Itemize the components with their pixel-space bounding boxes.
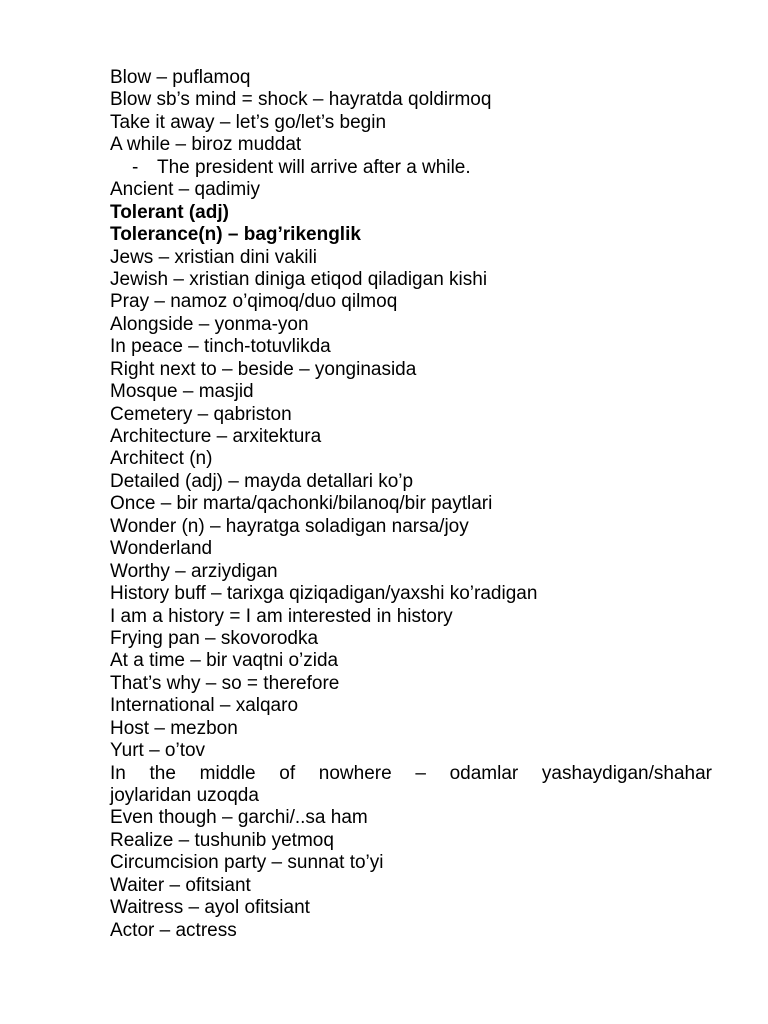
vocab-entry: Cemetery – qabriston xyxy=(110,403,292,425)
vocab-entry: Architecture – arxitektura xyxy=(110,426,322,447)
vocab-entry: Waiter – ofitsiant xyxy=(110,874,251,896)
vocab-entry: Jews – xristian dini vakili xyxy=(110,246,317,268)
vocab-entry-continuation: joylaridan uzoqda xyxy=(110,785,259,806)
example-sentence xyxy=(110,157,712,179)
vocab-entry: In peace – tinch-totuvlikda xyxy=(110,336,331,358)
vocab-entry: Blow – puflamoq xyxy=(110,67,251,88)
vocab-entry: Host – mezbon xyxy=(110,717,238,739)
vocab-entry: Right next to – beside – yonginasida xyxy=(110,358,417,380)
vocab-entry: Alongside – yonma-yon xyxy=(110,313,309,335)
vocab-entry: Detailed (adj) – mayda detallari ko’p xyxy=(110,470,414,492)
vocab-entry: Wonderland xyxy=(110,538,213,560)
vocab-entry: Even though – garchi/..sa ham xyxy=(110,807,368,829)
vocab-entry-bold: Tolerance(n) – bag’rikenglik xyxy=(110,224,361,246)
vocab-entry: Blow sb’s mind = shock – hayratda qoldirmoq xyxy=(110,89,492,111)
vocab-entry: International – xalqaro xyxy=(110,695,299,717)
vocab-entry: At a time – bir vaqtni o’zida xyxy=(110,650,339,672)
example-text: The president will arrive after a while. xyxy=(157,156,471,178)
vocab-entry: Yurt – o’tov xyxy=(110,740,206,762)
vocab-entry: Take it away – let’s go/let’s begin xyxy=(110,111,387,133)
vocab-entry: Architect (n) xyxy=(110,448,213,470)
vocab-entry: Mosque – masjid xyxy=(110,381,254,403)
vocab-entry: Actor – actress xyxy=(110,919,237,941)
vocab-entry: A while – biroz muddat xyxy=(110,134,302,156)
vocab-entry: History buff – tarixga qiziqadigan/yaxshi ko’radigan xyxy=(110,583,538,605)
vocab-entry: Worthy – arziydigan xyxy=(110,560,278,582)
document-page xyxy=(110,67,712,942)
vocab-entry: Frying pan – skovorodka xyxy=(110,627,319,649)
vocab-entry: Realize – tushunib yetmoq xyxy=(110,829,334,851)
bullet-dash: - xyxy=(132,156,139,178)
vocab-entry: Once – bir marta/qachonki/bilanoq/bir paytlari xyxy=(110,493,493,515)
vocab-entry: That’s why – so = therefore xyxy=(110,672,340,694)
vocab-entry: Pray – namoz o’qimoq/duo qilmoq xyxy=(110,291,398,313)
vocab-entry: Circumcision party – sunnat to’yi xyxy=(110,852,384,874)
vocab-entry: Ancient – qadimiy xyxy=(110,179,260,201)
vocab-entry-justified: In the middle of nowhere – odamlar yashaydigan/shahar xyxy=(110,762,712,784)
vocab-entry: I am a history = I am interested in history xyxy=(110,605,453,627)
vocab-entry-bold: Tolerant (adj) xyxy=(110,201,229,223)
vocab-entry: Jewish – xristian diniga etiqod qiladigan kishi xyxy=(110,268,488,290)
vocab-entry: Waitress – ayol ofitsiant xyxy=(110,897,310,919)
vocab-entry: Wonder (n) – hayratga soladigan narsa/joy xyxy=(110,515,469,537)
